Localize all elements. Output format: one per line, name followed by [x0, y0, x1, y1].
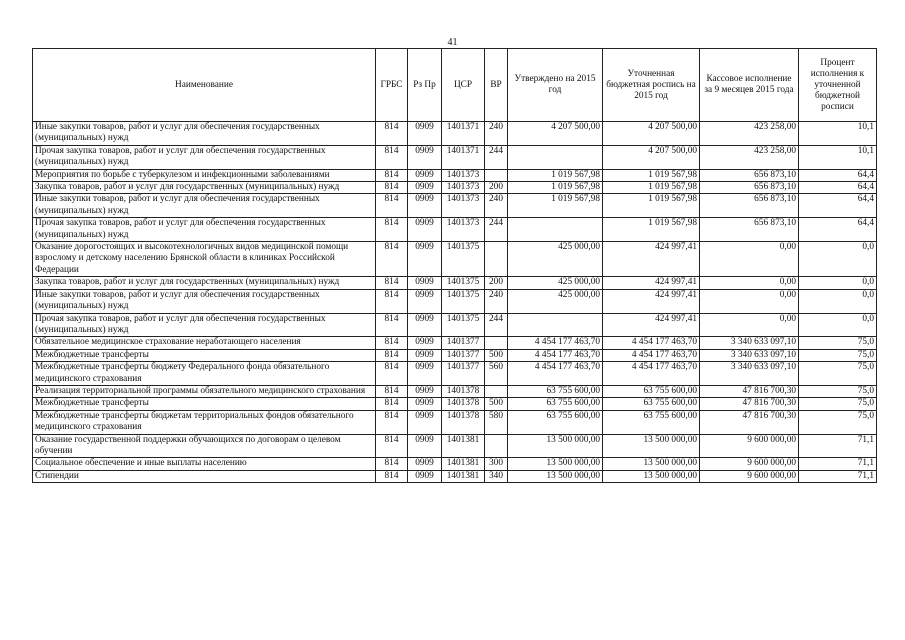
table-row: [33, 458, 877, 470]
cell-grbs: 814: [376, 182, 408, 194]
cell-percent: 0,0: [799, 289, 877, 313]
cell-refined: 13 500 000,00: [603, 470, 700, 482]
cell-approved: [508, 218, 603, 242]
cell-name: Межбюджетные трансферты: [33, 349, 376, 361]
cell-cash: 3 340 633 097,10: [700, 337, 799, 349]
cell-vr: 580: [485, 410, 508, 434]
cell-percent: 75,0: [799, 410, 877, 434]
table-row: [33, 277, 877, 289]
cell-approved: [508, 145, 603, 169]
cell-refined: 424 997,41: [603, 289, 700, 313]
cell-refined: 1 019 567,98: [603, 194, 700, 218]
cell-approved: 13 500 000,00: [508, 434, 603, 458]
cell-percent: 64,4: [799, 169, 877, 181]
cell-cash: 423 258,00: [700, 145, 799, 169]
cell-percent: 0,0: [799, 277, 877, 289]
header-vr: ВР: [485, 49, 508, 122]
cell-vr: 500: [485, 349, 508, 361]
cell-grbs: 814: [376, 122, 408, 146]
cell-grbs: 814: [376, 398, 408, 410]
cell-vr: 300: [485, 458, 508, 470]
cell-cash: 423 258,00: [700, 122, 799, 146]
table-row: [33, 410, 877, 434]
cell-vr: 200: [485, 277, 508, 289]
cell-approved: 4 454 177 463,70: [508, 349, 603, 361]
cell-rzpr: 0909: [408, 145, 442, 169]
cell-approved: 63 755 600,00: [508, 410, 603, 434]
table-row: [33, 398, 877, 410]
cell-vr: [485, 242, 508, 277]
cell-rzpr: 0909: [408, 169, 442, 181]
cell-vr: 244: [485, 313, 508, 337]
cell-cash: 9 600 000,00: [700, 470, 799, 482]
cell-refined: 63 755 600,00: [603, 398, 700, 410]
cell-name: Межбюджетные трансферты: [33, 398, 376, 410]
cell-percent: 71,1: [799, 458, 877, 470]
cell-csr: 1401377: [442, 362, 485, 386]
cell-cash: 3 340 633 097,10: [700, 362, 799, 386]
cell-name: Оказание дорогостоящих и высокотехнологичных видов медицинской помощи взрослому и детскому населению Брянской области в клиниках Российской Федерации: [33, 242, 376, 277]
cell-csr: 1401377: [442, 349, 485, 361]
cell-grbs: 814: [376, 145, 408, 169]
cell-csr: 1401375: [442, 277, 485, 289]
cell-refined: 1 019 567,98: [603, 218, 700, 242]
table-row: [33, 470, 877, 482]
cell-csr: 1401381: [442, 470, 485, 482]
cell-approved: 425 000,00: [508, 242, 603, 277]
cell-rzpr: 0909: [408, 458, 442, 470]
cell-csr: 1401373: [442, 194, 485, 218]
header-rzpr: Рз Пр: [408, 49, 442, 122]
cell-approved: 4 454 177 463,70: [508, 362, 603, 386]
cell-grbs: 814: [376, 242, 408, 277]
cell-cash: 0,00: [700, 277, 799, 289]
cell-percent: 75,0: [799, 337, 877, 349]
cell-name: Иные закупки товаров, работ и услуг для обеспечения государственных (муниципальных) нужд: [33, 122, 376, 146]
cell-name: Обязательное медицинское страхование неработающего населения: [33, 337, 376, 349]
cell-cash: 9 600 000,00: [700, 458, 799, 470]
cell-rzpr: 0909: [408, 242, 442, 277]
cell-percent: 10,1: [799, 122, 877, 146]
cell-cash: 47 816 700,30: [700, 410, 799, 434]
cell-vr: 240: [485, 289, 508, 313]
cell-grbs: 814: [376, 470, 408, 482]
table-row: [33, 194, 877, 218]
table-row: [33, 145, 877, 169]
cell-grbs: 814: [376, 385, 408, 397]
cell-grbs: 814: [376, 218, 408, 242]
cell-vr: [485, 169, 508, 181]
cell-rzpr: 0909: [408, 289, 442, 313]
cell-vr: 244: [485, 218, 508, 242]
cell-rzpr: 0909: [408, 182, 442, 194]
cell-cash: 656 873,10: [700, 169, 799, 181]
cell-csr: 1401377: [442, 337, 485, 349]
header-percent: Процент исполнения к уточненной бюджетной росписи: [799, 49, 877, 122]
cell-name: Иные закупки товаров, работ и услуг для обеспечения государственных (муниципальных) нужд: [33, 289, 376, 313]
cell-rzpr: 0909: [408, 218, 442, 242]
cell-rzpr: 0909: [408, 434, 442, 458]
cell-approved: 13 500 000,00: [508, 470, 603, 482]
cell-refined: 4 454 177 463,70: [603, 337, 700, 349]
cell-name: Прочая закупка товаров, работ и услуг для обеспечения государственных (муниципальных) нужд: [33, 313, 376, 337]
cell-percent: 75,0: [799, 349, 877, 361]
cell-vr: 240: [485, 122, 508, 146]
cell-name: Стипендии: [33, 470, 376, 482]
cell-rzpr: 0909: [408, 470, 442, 482]
cell-name: Социальное обеспечение и иные выплаты населению: [33, 458, 376, 470]
cell-csr: 1401378: [442, 398, 485, 410]
cell-csr: 1401373: [442, 182, 485, 194]
cell-rzpr: 0909: [408, 398, 442, 410]
cell-name: Мероприятия по борьбе с туберкулезом и инфекционными заболеваниями: [33, 169, 376, 181]
cell-cash: 47 816 700,30: [700, 385, 799, 397]
cell-refined: 63 755 600,00: [603, 385, 700, 397]
cell-csr: 1401373: [442, 169, 485, 181]
cell-approved: 13 500 000,00: [508, 458, 603, 470]
cell-csr: 1401381: [442, 434, 485, 458]
page-number: 41: [447, 37, 458, 48]
cell-csr: 1401375: [442, 313, 485, 337]
cell-approved: 63 755 600,00: [508, 385, 603, 397]
cell-rzpr: 0909: [408, 410, 442, 434]
cell-grbs: 814: [376, 169, 408, 181]
cell-percent: 75,0: [799, 398, 877, 410]
cell-csr: 1401375: [442, 289, 485, 313]
cell-rzpr: 0909: [408, 313, 442, 337]
cell-cash: 0,00: [700, 242, 799, 277]
cell-grbs: 814: [376, 458, 408, 470]
cell-vr: [485, 337, 508, 349]
cell-name: Межбюджетные трансферты бюджетам территориальных фондов обязательного медицинского страхования: [33, 410, 376, 434]
cell-refined: 1 019 567,98: [603, 169, 700, 181]
cell-percent: 75,0: [799, 385, 877, 397]
cell-percent: 71,1: [799, 434, 877, 458]
cell-approved: 1 019 567,98: [508, 194, 603, 218]
cell-vr: 500: [485, 398, 508, 410]
cell-percent: 71,1: [799, 470, 877, 482]
cell-cash: 0,00: [700, 289, 799, 313]
cell-refined: 4 207 500,00: [603, 145, 700, 169]
table-row: [33, 349, 877, 361]
cell-cash: 47 816 700,30: [700, 398, 799, 410]
cell-grbs: 814: [376, 434, 408, 458]
cell-cash: 656 873,10: [700, 218, 799, 242]
cell-rzpr: 0909: [408, 122, 442, 146]
cell-grbs: 814: [376, 289, 408, 313]
cell-csr: 1401375: [442, 242, 485, 277]
cell-cash: 0,00: [700, 313, 799, 337]
table-row: [33, 218, 877, 242]
cell-grbs: 814: [376, 194, 408, 218]
cell-cash: 9 600 000,00: [700, 434, 799, 458]
cell-grbs: 814: [376, 337, 408, 349]
cell-csr: 1401378: [442, 410, 485, 434]
cell-percent: 0,0: [799, 242, 877, 277]
header-refined: Уточненная бюджетная роспись на 2015 год: [603, 49, 700, 122]
cell-cash: 3 340 633 097,10: [700, 349, 799, 361]
cell-vr: 200: [485, 182, 508, 194]
cell-refined: 424 997,41: [603, 313, 700, 337]
table-row: [33, 122, 877, 146]
cell-name: Закупка товаров, работ и услуг для государственных (муниципальных) нужд: [33, 182, 376, 194]
cell-name: Закупка товаров, работ и услуг для государственных (муниципальных) нужд: [33, 277, 376, 289]
cell-percent: 64,4: [799, 182, 877, 194]
cell-refined: 4 454 177 463,70: [603, 362, 700, 386]
cell-rzpr: 0909: [408, 337, 442, 349]
table-row: [33, 434, 877, 458]
cell-csr: 1401373: [442, 218, 485, 242]
table-row: [33, 337, 877, 349]
cell-rzpr: 0909: [408, 277, 442, 289]
table-row: [33, 313, 877, 337]
cell-refined: 1 019 567,98: [603, 182, 700, 194]
table-row: [33, 289, 877, 313]
cell-csr: 1401371: [442, 122, 485, 146]
cell-csr: 1401378: [442, 385, 485, 397]
cell-cash: 656 873,10: [700, 194, 799, 218]
cell-approved: 4 454 177 463,70: [508, 337, 603, 349]
cell-approved: 1 019 567,98: [508, 182, 603, 194]
cell-grbs: 814: [376, 313, 408, 337]
cell-rzpr: 0909: [408, 362, 442, 386]
header-row: [33, 49, 877, 122]
cell-refined: 424 997,41: [603, 242, 700, 277]
cell-refined: 4 454 177 463,70: [603, 349, 700, 361]
cell-rzpr: 0909: [408, 349, 442, 361]
cell-name: Межбюджетные трансферты бюджету Федерального фонда обязательного медицинского страхования: [33, 362, 376, 386]
cell-approved: [508, 313, 603, 337]
header-grbs: ГРБС: [376, 49, 408, 122]
table-row: [33, 242, 877, 277]
cell-approved: 4 207 500,00: [508, 122, 603, 146]
cell-approved: 425 000,00: [508, 277, 603, 289]
cell-name: Иные закупки товаров, работ и услуг для обеспечения государственных (муниципальных) нужд: [33, 194, 376, 218]
table-body: [33, 122, 877, 483]
cell-grbs: 814: [376, 362, 408, 386]
cell-approved: 1 019 567,98: [508, 169, 603, 181]
table-row: [33, 182, 877, 194]
header-approved: Утверждено на 2015 год: [508, 49, 603, 122]
cell-refined: 13 500 000,00: [603, 458, 700, 470]
cell-vr: 560: [485, 362, 508, 386]
header-csr: ЦСР: [442, 49, 485, 122]
cell-refined: 63 755 600,00: [603, 410, 700, 434]
cell-name: Оказание государственной поддержки обучающихся по договорам о целевом обучении: [33, 434, 376, 458]
cell-percent: 64,4: [799, 194, 877, 218]
cell-percent: 0,0: [799, 313, 877, 337]
table-row: [33, 385, 877, 397]
cell-vr: 244: [485, 145, 508, 169]
cell-refined: 13 500 000,00: [603, 434, 700, 458]
cell-vr: 340: [485, 470, 508, 482]
table-row: [33, 362, 877, 386]
cell-refined: 4 207 500,00: [603, 122, 700, 146]
table-row: [33, 169, 877, 181]
cell-csr: 1401381: [442, 458, 485, 470]
cell-grbs: 814: [376, 277, 408, 289]
cell-cash: 656 873,10: [700, 182, 799, 194]
cell-approved: 425 000,00: [508, 289, 603, 313]
cell-name: Прочая закупка товаров, работ и услуг для обеспечения государственных (муниципальных) нужд: [33, 145, 376, 169]
cell-vr: 240: [485, 194, 508, 218]
cell-refined: 424 997,41: [603, 277, 700, 289]
cell-approved: 63 755 600,00: [508, 398, 603, 410]
cell-rzpr: 0909: [408, 385, 442, 397]
cell-percent: 64,4: [799, 218, 877, 242]
budget-table: [32, 48, 877, 483]
cell-vr: [485, 434, 508, 458]
cell-csr: 1401371: [442, 145, 485, 169]
cell-name: Прочая закупка товаров, работ и услуг для обеспечения государственных (муниципальных) нужд: [33, 218, 376, 242]
cell-vr: [485, 385, 508, 397]
cell-grbs: 814: [376, 349, 408, 361]
cell-grbs: 814: [376, 410, 408, 434]
cell-rzpr: 0909: [408, 194, 442, 218]
cell-percent: 10,1: [799, 145, 877, 169]
cell-name: Реализация территориальной программы обязательного медицинского страхования: [33, 385, 376, 397]
header-name: Наименование: [33, 49, 376, 122]
cell-percent: 75,0: [799, 362, 877, 386]
header-cash: Кассовое исполнение за 9 месяцев 2015 года: [700, 49, 799, 122]
